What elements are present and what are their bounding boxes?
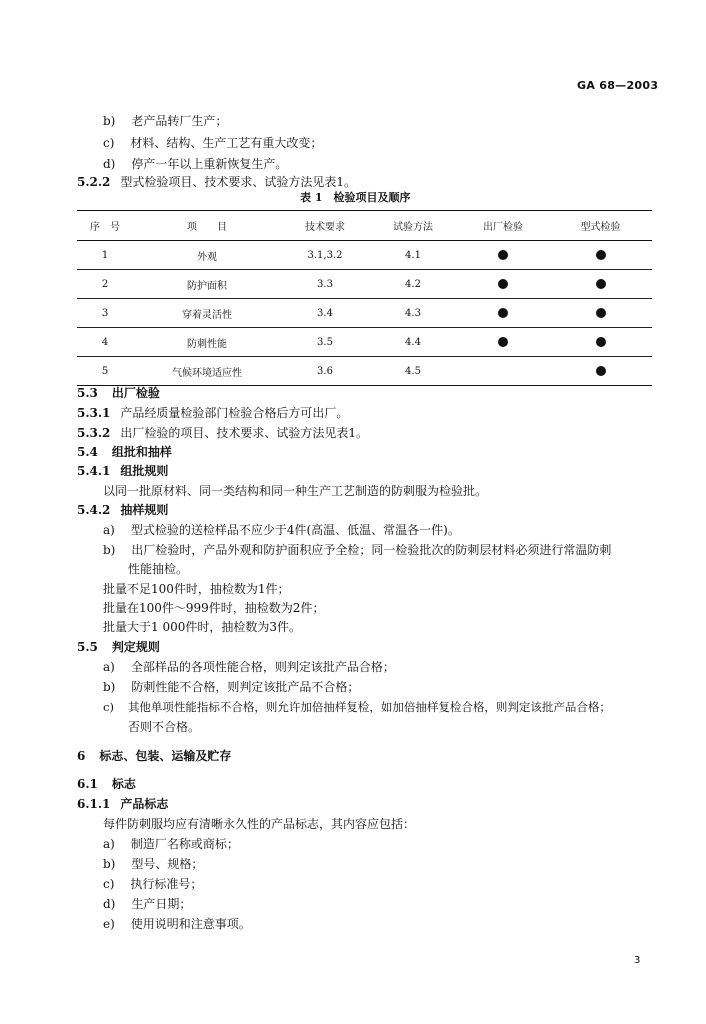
section-5-5: 5.5 判定规则 <box>77 640 160 654</box>
table-row: 1 外观 3.1,3.2 4.1 <box>77 241 652 270</box>
table-caption: 表 1 检验项目及顺序 <box>300 191 411 204</box>
list-item-continued: 性能抽检。 <box>128 562 189 576</box>
col-header-no: 序 号 <box>77 211 133 241</box>
list-item: b) 老产品转厂生产； <box>103 114 228 128</box>
table-row: 5 气候环境适应性 3.6 4.5 <box>77 357 652 386</box>
list-item: a) 全部样品的各项性能合格，则判定该批产品合格； <box>103 660 395 674</box>
batch-line: 批量在100件～999件时，抽检数为2件； <box>103 601 325 615</box>
paragraph-5-4-1: 以同一批原材料、同一类结构和同一种生产工艺制造的防刺服为检验批。 <box>103 484 488 498</box>
list-item: c) 执行标准号； <box>103 877 203 891</box>
page-number: 3 <box>634 955 641 966</box>
list-item-continued: 否则不合格。 <box>128 720 201 734</box>
batch-line: 批量不足100件时，抽检数为1件； <box>103 582 290 596</box>
filled-dot-icon <box>498 250 508 260</box>
list-item: d) 生产日期； <box>103 897 192 911</box>
header-code: GA 68—2003 <box>577 79 659 92</box>
list-item: b) 型号、规格； <box>103 857 204 871</box>
filled-dot-icon <box>596 366 606 376</box>
section-5-4-2: 5.4.2 抽样规则 <box>77 503 169 517</box>
table-row: 4 防刺性能 3.5 4.4 <box>77 328 652 357</box>
section-6: 6 标志、包装、运输及贮存 <box>77 749 232 763</box>
list-item: a) 制造厂名称或商标； <box>103 837 239 851</box>
section-5-3-2: 5.3.2 出厂检验的项目、技术要求、试验方法见表1。 <box>77 426 369 440</box>
section-6-1: 6.1 标志 <box>77 777 136 791</box>
filled-dot-icon <box>596 250 606 260</box>
list-item: b) 出厂检验时，产品外观和防护面积应予全检；同一检验批次的防刺层材料必须进行常温防刺 <box>103 543 612 557</box>
batch-line: 批量大于1 000件时，抽检数为3件。 <box>103 620 301 634</box>
filled-dot-icon <box>498 337 508 347</box>
list-item: e) 使用说明和注意事项。 <box>103 917 251 931</box>
section-5-4-1: 5.4.1 组批规则 <box>77 464 169 478</box>
list-item: d) 停产一年以上重新恢复生产。 <box>103 157 288 171</box>
section-5-3: 5.3 出厂检验 <box>77 386 160 400</box>
col-header-req: 技术要求 <box>281 211 369 241</box>
section-5-2-2: 5.2.2 型式检验项目、技术要求、试验方法见表1。 <box>77 175 357 189</box>
table-row: 2 防护面积 3.3 4.2 <box>77 270 652 299</box>
filled-dot-icon <box>498 308 508 318</box>
table-header-row <box>77 211 652 241</box>
paragraph-6-1-1: 每件防刺服均应有清晰永久性的产品标志，其内容应包括： <box>103 817 416 831</box>
filled-dot-icon <box>596 337 606 347</box>
col-header-method: 试验方法 <box>369 211 457 241</box>
col-header-factory: 出厂检验 <box>457 211 549 241</box>
filled-dot-icon <box>596 279 606 289</box>
list-item: c) 其他单项性能指标不合格，则允许加倍抽样复检，如加倍抽样复检合格，则判定该批产品合格； <box>103 700 611 714</box>
list-item: c) 材料、结构、生产工艺有重大改变； <box>103 136 323 150</box>
col-header-item: 项 目 <box>133 211 281 241</box>
list-item: b) 防刺性能不合格，则判定该批产品不合格； <box>103 680 360 694</box>
section-6-1-1: 6.1.1 产品标志 <box>77 797 169 811</box>
filled-dot-icon <box>498 279 508 289</box>
filled-dot-icon <box>596 308 606 318</box>
inspection-table <box>77 210 652 386</box>
section-5-4: 5.4 组批和抽样 <box>77 445 172 459</box>
col-header-type: 型式检验 <box>549 211 652 241</box>
table-row: 3 穿着灵活性 3.4 4.3 <box>77 299 652 328</box>
section-5-3-1: 5.3.1 产品经质量检验部门检验合格后方可出厂。 <box>77 406 349 420</box>
list-item: a) 型式检验的送检样品不应少于4件(高温、低温、常温各一件)。 <box>103 523 460 537</box>
